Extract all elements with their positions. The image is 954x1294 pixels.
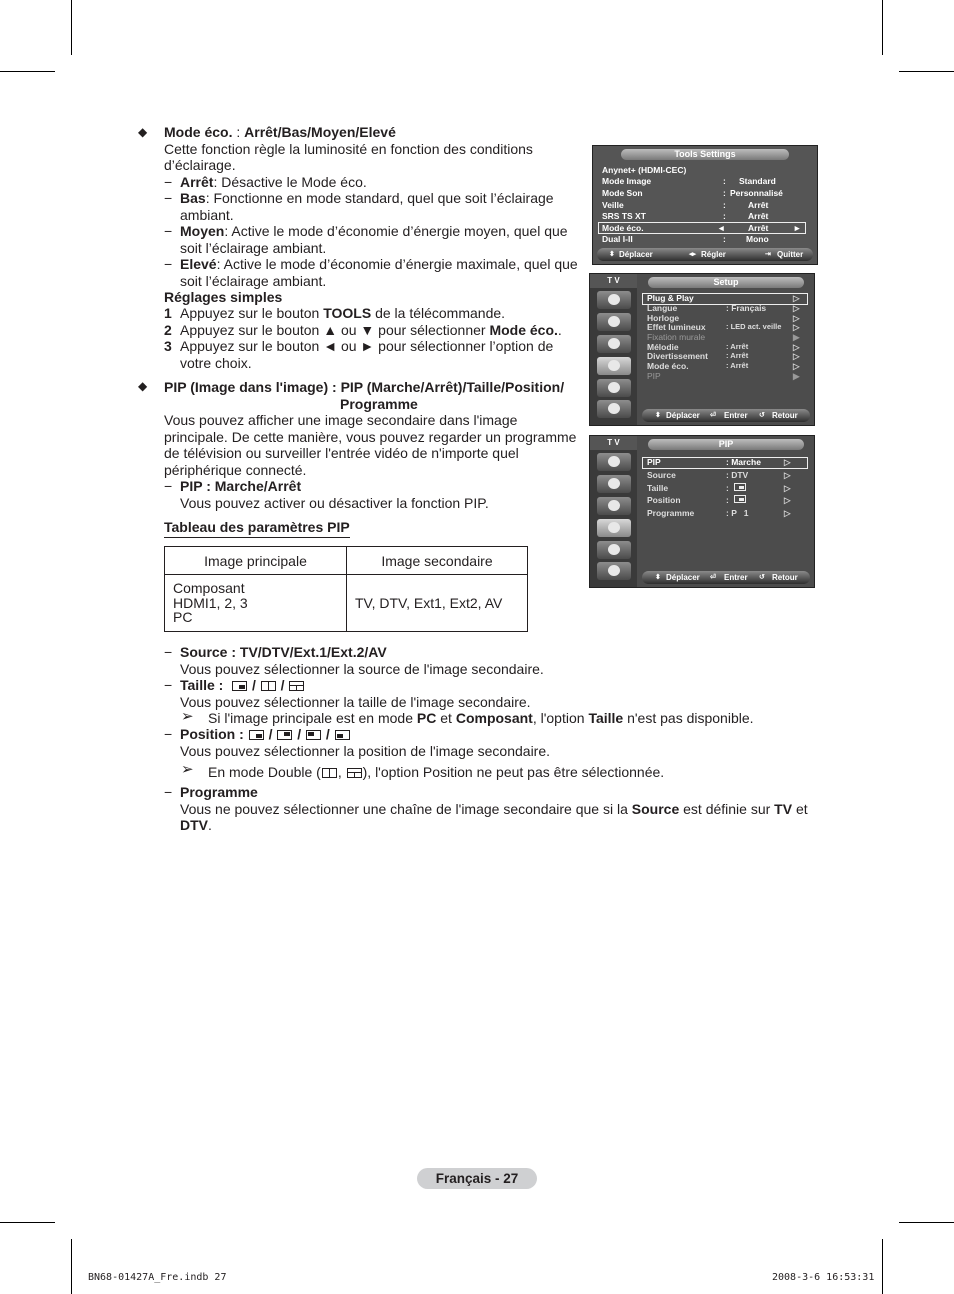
option-dash: −: [164, 478, 173, 494]
osd-row-value: :: [726, 483, 729, 493]
crop-mark: [71, 0, 72, 55]
programme-desc-cont: DTV.: [180, 817, 212, 833]
pip-table-title: Tableau des paramètres PIP: [164, 519, 350, 538]
bullet-diamond: ◆: [138, 125, 148, 139]
setup-gear-icon[interactable]: [597, 357, 631, 375]
size-double-wide-icon: [347, 768, 362, 778]
option-dash: −: [164, 784, 173, 800]
option-bas: Bas: Fonctionne en mode standard, quel que soit l’éclairage: [180, 190, 554, 206]
application-icon[interactable]: [597, 562, 631, 580]
size-double-icon: [261, 681, 276, 691]
osd-row-arrow: ▶: [793, 371, 800, 381]
pip-intro: de télévision ou surveiller l'entrée vidéo de n'importe quel: [164, 445, 519, 461]
osd-row-arrow: ▷: [793, 342, 800, 352]
pip-settings-table: [164, 546, 528, 632]
osd-row-label: Taille: [647, 483, 669, 493]
option-bas-cont: ambiant.: [180, 206, 234, 223]
osd-row-value: : LED act. veille: [726, 322, 782, 331]
option-dash: −: [164, 190, 173, 206]
crop-mark: [71, 1239, 72, 1294]
exit-icon: ⇥: [765, 251, 771, 258]
osd-row-label: Mode Image: [602, 176, 652, 186]
step-number: 2: [164, 321, 172, 338]
left-arrow-icon: ◄: [717, 223, 726, 233]
osd-row-value: :: [726, 495, 729, 505]
adjust-icon: ◂▸: [689, 251, 697, 258]
osd-row-value: : P 1: [726, 508, 749, 518]
size-double-icon: [322, 768, 337, 778]
option-arret: Arrêt: Désactive le Mode éco.: [180, 173, 367, 190]
osd-row-arrow: ▷: [784, 457, 791, 467]
osd-row-arrow: ▷: [784, 470, 791, 480]
option-eleve-cont: soit l’éclairage ambiant.: [180, 272, 327, 289]
print-slug-file: BN68-01427A_Fre.indb 27: [88, 1272, 227, 1283]
osd-row-arrow: ▶: [793, 332, 800, 342]
osd-row-value: Personnalisé: [730, 188, 783, 198]
taille-note: Si l'image principale est en mode PC et Composant, l'option Taille n'est pas disponible.: [208, 710, 754, 726]
osd-footer: ⬍ Déplacer ⏎ Entrer ↺ Retour: [642, 571, 810, 584]
note-arrow-icon: ➢: [181, 761, 194, 778]
pip-title: PIP (Image dans l'image) : PIP (Marche/Arrêt)/Taille/Position/: [164, 379, 565, 395]
osd-row-arrow: ▷: [793, 322, 800, 332]
picture-icon[interactable]: [597, 453, 631, 471]
osd-row-label: Source: [647, 470, 676, 480]
crop-mark: [0, 1222, 55, 1223]
crop-mark: [899, 1222, 954, 1223]
osd-row-value: Standard: [739, 176, 776, 186]
table-cell-main: Composant HDMI1, 2, 3 PC: [165, 575, 347, 632]
return-icon: ↺: [759, 574, 765, 581]
position-note: En mode Double ( , ), l'option Position ne peut pas être sélectionnée.: [208, 764, 665, 780]
input-icon[interactable]: [597, 379, 631, 397]
crop-mark: [882, 1239, 883, 1294]
osd-tools-settings: Tools Settings Anynet+ (HDMI-CEC) Mode Image : Standard Mode Son : Personnalisé Veille : Arrêt SRS TS XT : Arrêt Mode éco. ◄ Arrêt ► Dual I-II : Mono ⬍ Déplacer ◂▸ Régler ⇥ Quitter: [592, 145, 818, 265]
osd-row-arrow: ▷: [784, 508, 791, 518]
osd-row-label: Anynet+ (HDMI-CEC): [602, 165, 687, 175]
osd-row-arrow: ▷: [793, 351, 800, 361]
pip-onoff-title: PIP : Marche/Arrêt: [180, 478, 302, 494]
option-dash: −: [164, 726, 173, 742]
option-moyen-cont: soit l’éclairage ambiant.: [180, 239, 327, 256]
pip-intro: Vous pouvez afficher une image secondaire dans l'image: [164, 412, 518, 428]
sound-icon[interactable]: [597, 313, 631, 331]
osd-row-arrow: ▷: [793, 361, 800, 371]
osd-row-label: Position: [647, 495, 681, 505]
move-icon: ⬍: [609, 251, 615, 258]
option-dash: −: [164, 173, 173, 190]
osd-header: Setup: [648, 277, 804, 288]
table-header: Image secondaire: [347, 547, 528, 575]
pip-onoff-desc: Vous pouvez activer ou désactiver la fonction PIP.: [180, 494, 489, 511]
table-header: Image principale: [165, 547, 347, 575]
enter-icon: ⏎: [710, 412, 716, 419]
position-desc: Vous pouvez sélectionner la position de l'image secondaire.: [180, 742, 551, 759]
return-icon: ↺: [759, 412, 765, 419]
step-3-cont: votre choix.: [180, 354, 252, 371]
step-2: Appuyez sur le bouton ▲ ou ▼ pour sélectionner Mode éco..: [180, 321, 562, 338]
print-slug-date: 2008-3-6 16:53:31: [772, 1272, 875, 1283]
osd-row-label: Dual I-II: [602, 234, 633, 244]
option-moyen: Moyen: Active le mode d’économie d’énergie moyen, quel que: [180, 223, 568, 239]
osd-row-value: : Arrêt: [726, 361, 749, 370]
step-3: Appuyez sur le bouton ◄ ou ► pour sélectionner l’option de: [180, 338, 554, 354]
source-title: Source : TV/DTV/Ext.1/Ext.2/AV: [180, 644, 387, 660]
programme-title: Programme: [180, 784, 258, 800]
mode-eco-intro: Cette fonction règle la luminosité en fonction des conditions: [164, 140, 533, 157]
option-eleve: Elevé: Active le mode d’économie d’énergie maximale, quel que: [180, 256, 578, 272]
osd-row-value: : Français: [726, 303, 767, 313]
osd-row-value: : Marche: [726, 457, 761, 467]
osd-row-label: Langue: [647, 303, 678, 313]
osd-row-label: PIP: [647, 457, 661, 467]
osd-row-value: : Arrêt: [726, 351, 749, 360]
osd-row-arrow: ▷: [784, 495, 791, 505]
osd-row-arrow: ▷: [793, 293, 800, 303]
crop-mark: [882, 0, 883, 55]
note-arrow-icon: ➢: [181, 708, 194, 725]
position-bottom-right-icon: [734, 495, 746, 503]
osd-row-arrow: ▷: [784, 483, 791, 493]
picture-icon[interactable]: [597, 291, 631, 309]
option-dash: −: [164, 677, 173, 693]
simple-settings-title: Réglages simples: [164, 289, 283, 305]
osd-tv-label: T V: [590, 436, 637, 450]
position-top-left-icon: [306, 730, 321, 740]
programme-desc: Vous ne pouvez sélectionner une chaîne de l'image secondaire que si la Source est définie sur TV et: [180, 800, 808, 817]
option-dash: −: [164, 256, 173, 272]
pip-intro: principale. De cette manière, vous pouvez regarder un programme: [164, 428, 577, 445]
osd-row-label: PIP: [647, 371, 661, 381]
mode-eco-title: Mode éco. : Arrêt/Bas/Moyen/Elevé: [164, 124, 396, 140]
osd-row-label: Divertissement: [647, 351, 708, 361]
osd-row-value: Arrêt: [748, 200, 769, 210]
move-icon: ⬍: [655, 574, 661, 581]
size-small-icon: [734, 483, 746, 491]
osd-row-label: Effet lumineux: [647, 322, 706, 332]
bullet-diamond: ◆: [138, 379, 148, 393]
table-cell-sub: TV, DTV, Ext1, Ext2, AV: [347, 575, 528, 632]
position-top-right-icon: [277, 730, 292, 740]
osd-row-label: SRS TS XT: [602, 211, 646, 221]
osd-setup-menu: [589, 273, 815, 426]
size-double-wide-icon: [289, 681, 304, 691]
osd-row-label: Mode Son: [602, 188, 643, 198]
step-number: 1: [164, 305, 172, 321]
osd-row-value: : DTV: [726, 470, 749, 480]
osd-footer: ⬍ Déplacer ⏎ Entrer ↺ Retour: [642, 409, 810, 422]
osd-row-value: : Arrêt: [726, 342, 749, 351]
crop-mark: [0, 71, 55, 72]
osd-tv-label: T V: [590, 274, 637, 288]
option-dash: −: [164, 223, 173, 239]
osd-row-label: Programme: [647, 508, 695, 518]
step-1: Appuyez sur le bouton TOOLS de la télécommande.: [180, 305, 506, 321]
osd-row-value: Mono: [746, 234, 769, 244]
enter-icon: ⏎: [710, 574, 716, 581]
osd-row-arrow: ▷: [793, 303, 800, 313]
position-bottom-right-icon: [249, 730, 264, 740]
osd-row-label: Plug & Play: [647, 293, 694, 303]
pip-intro: périphérique connecté.: [164, 461, 307, 478]
position-title: Position : / / /: [180, 726, 351, 743]
step-number: 3: [164, 338, 172, 354]
mode-eco-label: Mode éco.: [164, 124, 233, 140]
mode-eco-intro: d’éclairage.: [164, 157, 236, 173]
source-desc: Vous pouvez sélectionner la source de l'image secondaire.: [180, 660, 544, 677]
channel-icon[interactable]: [597, 335, 631, 353]
move-icon: ⬍: [655, 412, 661, 419]
osd-pip-menu: [589, 435, 815, 588]
size-small-icon: [232, 681, 247, 691]
osd-row-label: Mode éco.: [602, 223, 644, 233]
osd-row-label: Mode éco.: [647, 361, 689, 371]
osd-row-arrow: ▷: [793, 313, 800, 323]
position-bottom-left-icon: [335, 730, 350, 740]
osd-row-value: Arrêt: [748, 223, 769, 233]
osd-row-label: Mélodie: [647, 342, 679, 352]
osd-row-label: Fixation murale: [647, 332, 706, 342]
mode-eco-values: Arrêt/Bas/Moyen/Elevé: [244, 124, 396, 140]
pip-title-cont: Programme: [340, 395, 418, 412]
option-dash: −: [164, 644, 173, 660]
taille-desc: Vous pouvez sélectionner la taille de l'image secondaire.: [180, 693, 531, 710]
application-icon[interactable]: [597, 400, 631, 418]
crop-mark: [899, 71, 954, 72]
channel-icon[interactable]: [597, 497, 631, 515]
osd-footer: ⬍ Déplacer ◂▸ Régler ⇥ Quitter: [597, 248, 813, 261]
osd-row-value: Arrêt: [748, 211, 769, 221]
input-icon[interactable]: [597, 541, 631, 559]
osd-row-label: Veille: [602, 200, 624, 210]
taille-title: Taille : / /: [180, 677, 305, 694]
osd-row-label: Horloge: [647, 313, 680, 323]
setup-gear-icon[interactable]: [597, 519, 631, 537]
page-number-tab: Français - 27: [417, 1168, 537, 1189]
osd-header: PIP: [648, 439, 804, 450]
osd-header: Tools Settings: [621, 149, 789, 160]
right-arrow-icon: ►: [793, 223, 802, 233]
sound-icon[interactable]: [597, 475, 631, 493]
